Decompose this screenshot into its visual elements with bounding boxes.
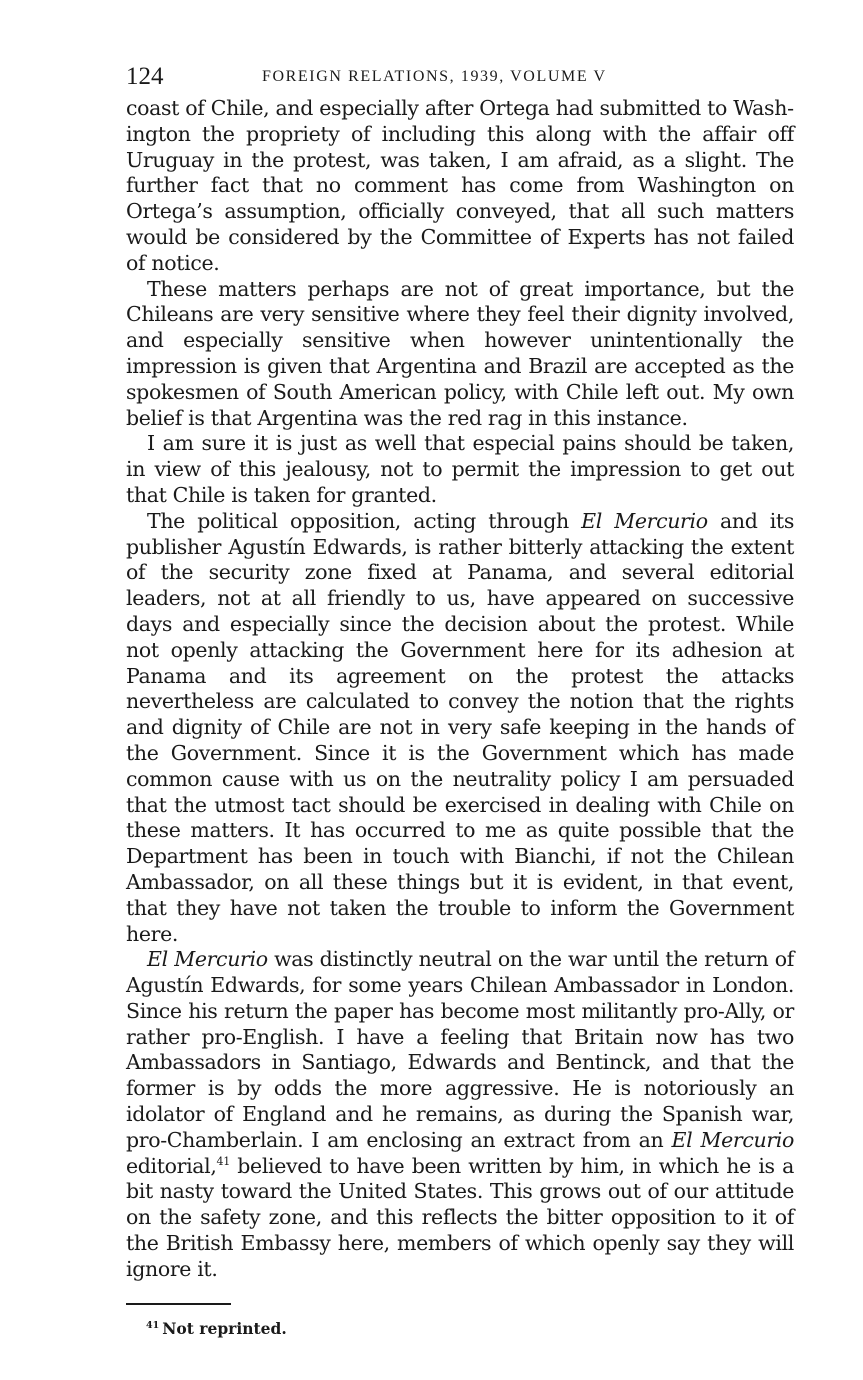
paragraph-5-text-a: was distinctly neutral on the war until the return of Agustín Edwards, for some years Chilean Ambassador in London. Since his return the paper has become most militantly pro-Ally, or rather pro-English. I have a feeling that Britain now has two Ambassadors in Santiago, Edwards and Bentinck, and that the former is by odds the more aggressive. He is notoriously an idolator of England and he remains, as during the Spanish war, pro-Chamberlain. I am enclosing an extract from an bbox=[126, 947, 795, 1152]
newspaper-name-italic: El Mercurio bbox=[147, 947, 268, 972]
paragraph-3: I am sure it is just as well that especial pains should be taken, in view of this jealousy, not to permit the impression to get out that Chile is taken for granted. bbox=[126, 431, 794, 507]
footnote bbox=[126, 1319, 794, 1339]
running-head bbox=[126, 62, 794, 96]
paragraph-5-text-b: editorial, bbox=[126, 1153, 217, 1178]
newspaper-name-italic: El Mercurio bbox=[581, 508, 708, 533]
paragraph-4 bbox=[126, 509, 794, 948]
running-head-title: FOREIGN RELATIONS, 1939, VOLUME V bbox=[262, 68, 607, 85]
page-number: 124 bbox=[126, 63, 164, 90]
footnote-divider bbox=[126, 1303, 231, 1305]
paragraph-5-text-c: believed to have been written by him, in which he is a bit nasty toward the United States. This grows out of our attitude on the safety zone, and this reflects the bitter opposition to it of the British Embassy here, members of which openly say they will ignore it. bbox=[126, 1153, 794, 1281]
body-text bbox=[126, 96, 794, 1283]
footnote-text: Not reprinted. bbox=[162, 1318, 287, 1338]
paragraph-2: These matters perhaps are not of great importance, but the Chileans are very sensitive where they feel their dignity involved, and especially sensitive when however unintentionally the impression is given that Argentina and Brazil are accepted as the spokesmen of South American policy, with Chile left out. My own belief is that Argentina was the red rag in this instance. bbox=[126, 276, 794, 430]
footnote-reference: 41 bbox=[216, 1154, 230, 1168]
paragraph-1: coast of Chile, and especially after Ortega had submitted to Washington the propriety of including this along with the affair off Uruguay in the protest, was taken, I am afraid, as a slight. The further fact that no comment has come from Washington on Ortega’s assumption, officially conveyed, that all such matters would be considered by the Committee of Experts has not failed of notice. bbox=[126, 96, 794, 275]
document-page bbox=[126, 62, 794, 1339]
footnote-number: 41 bbox=[146, 1319, 160, 1331]
paragraph-5 bbox=[126, 947, 794, 1282]
newspaper-name-italic: El Mercurio bbox=[671, 1127, 794, 1152]
paragraph-4-text-b: and its publisher Agustín Edwards, is rather bitterly attacking the extent of the security zone fixed at Panama, and several editorial leaders, not at all friendly to us, have appeared on successive days and especially since the decision about the protest. While not openly attacking the Government here for its adhesion at Panama and its agreement on the protest the attacks nevertheless are calculated to convey the notion that the rights and dignity of Chile are not in very safe keeping in the hands of the Government. Since it is the Government which has made common cause with us on the neutrality policy I am persuaded that the utmost tact should be exercised in dealing with Chile on these matters. It has occurred to me as quite possible that the Department has been in touch with Bianchi, if not the Chilean Ambassador, on all these things but it is evident, in that event, that they have not taken the trouble to inform the Government here. bbox=[126, 508, 794, 946]
paragraph-4-text-a: The political opposition, acting through bbox=[147, 508, 582, 533]
